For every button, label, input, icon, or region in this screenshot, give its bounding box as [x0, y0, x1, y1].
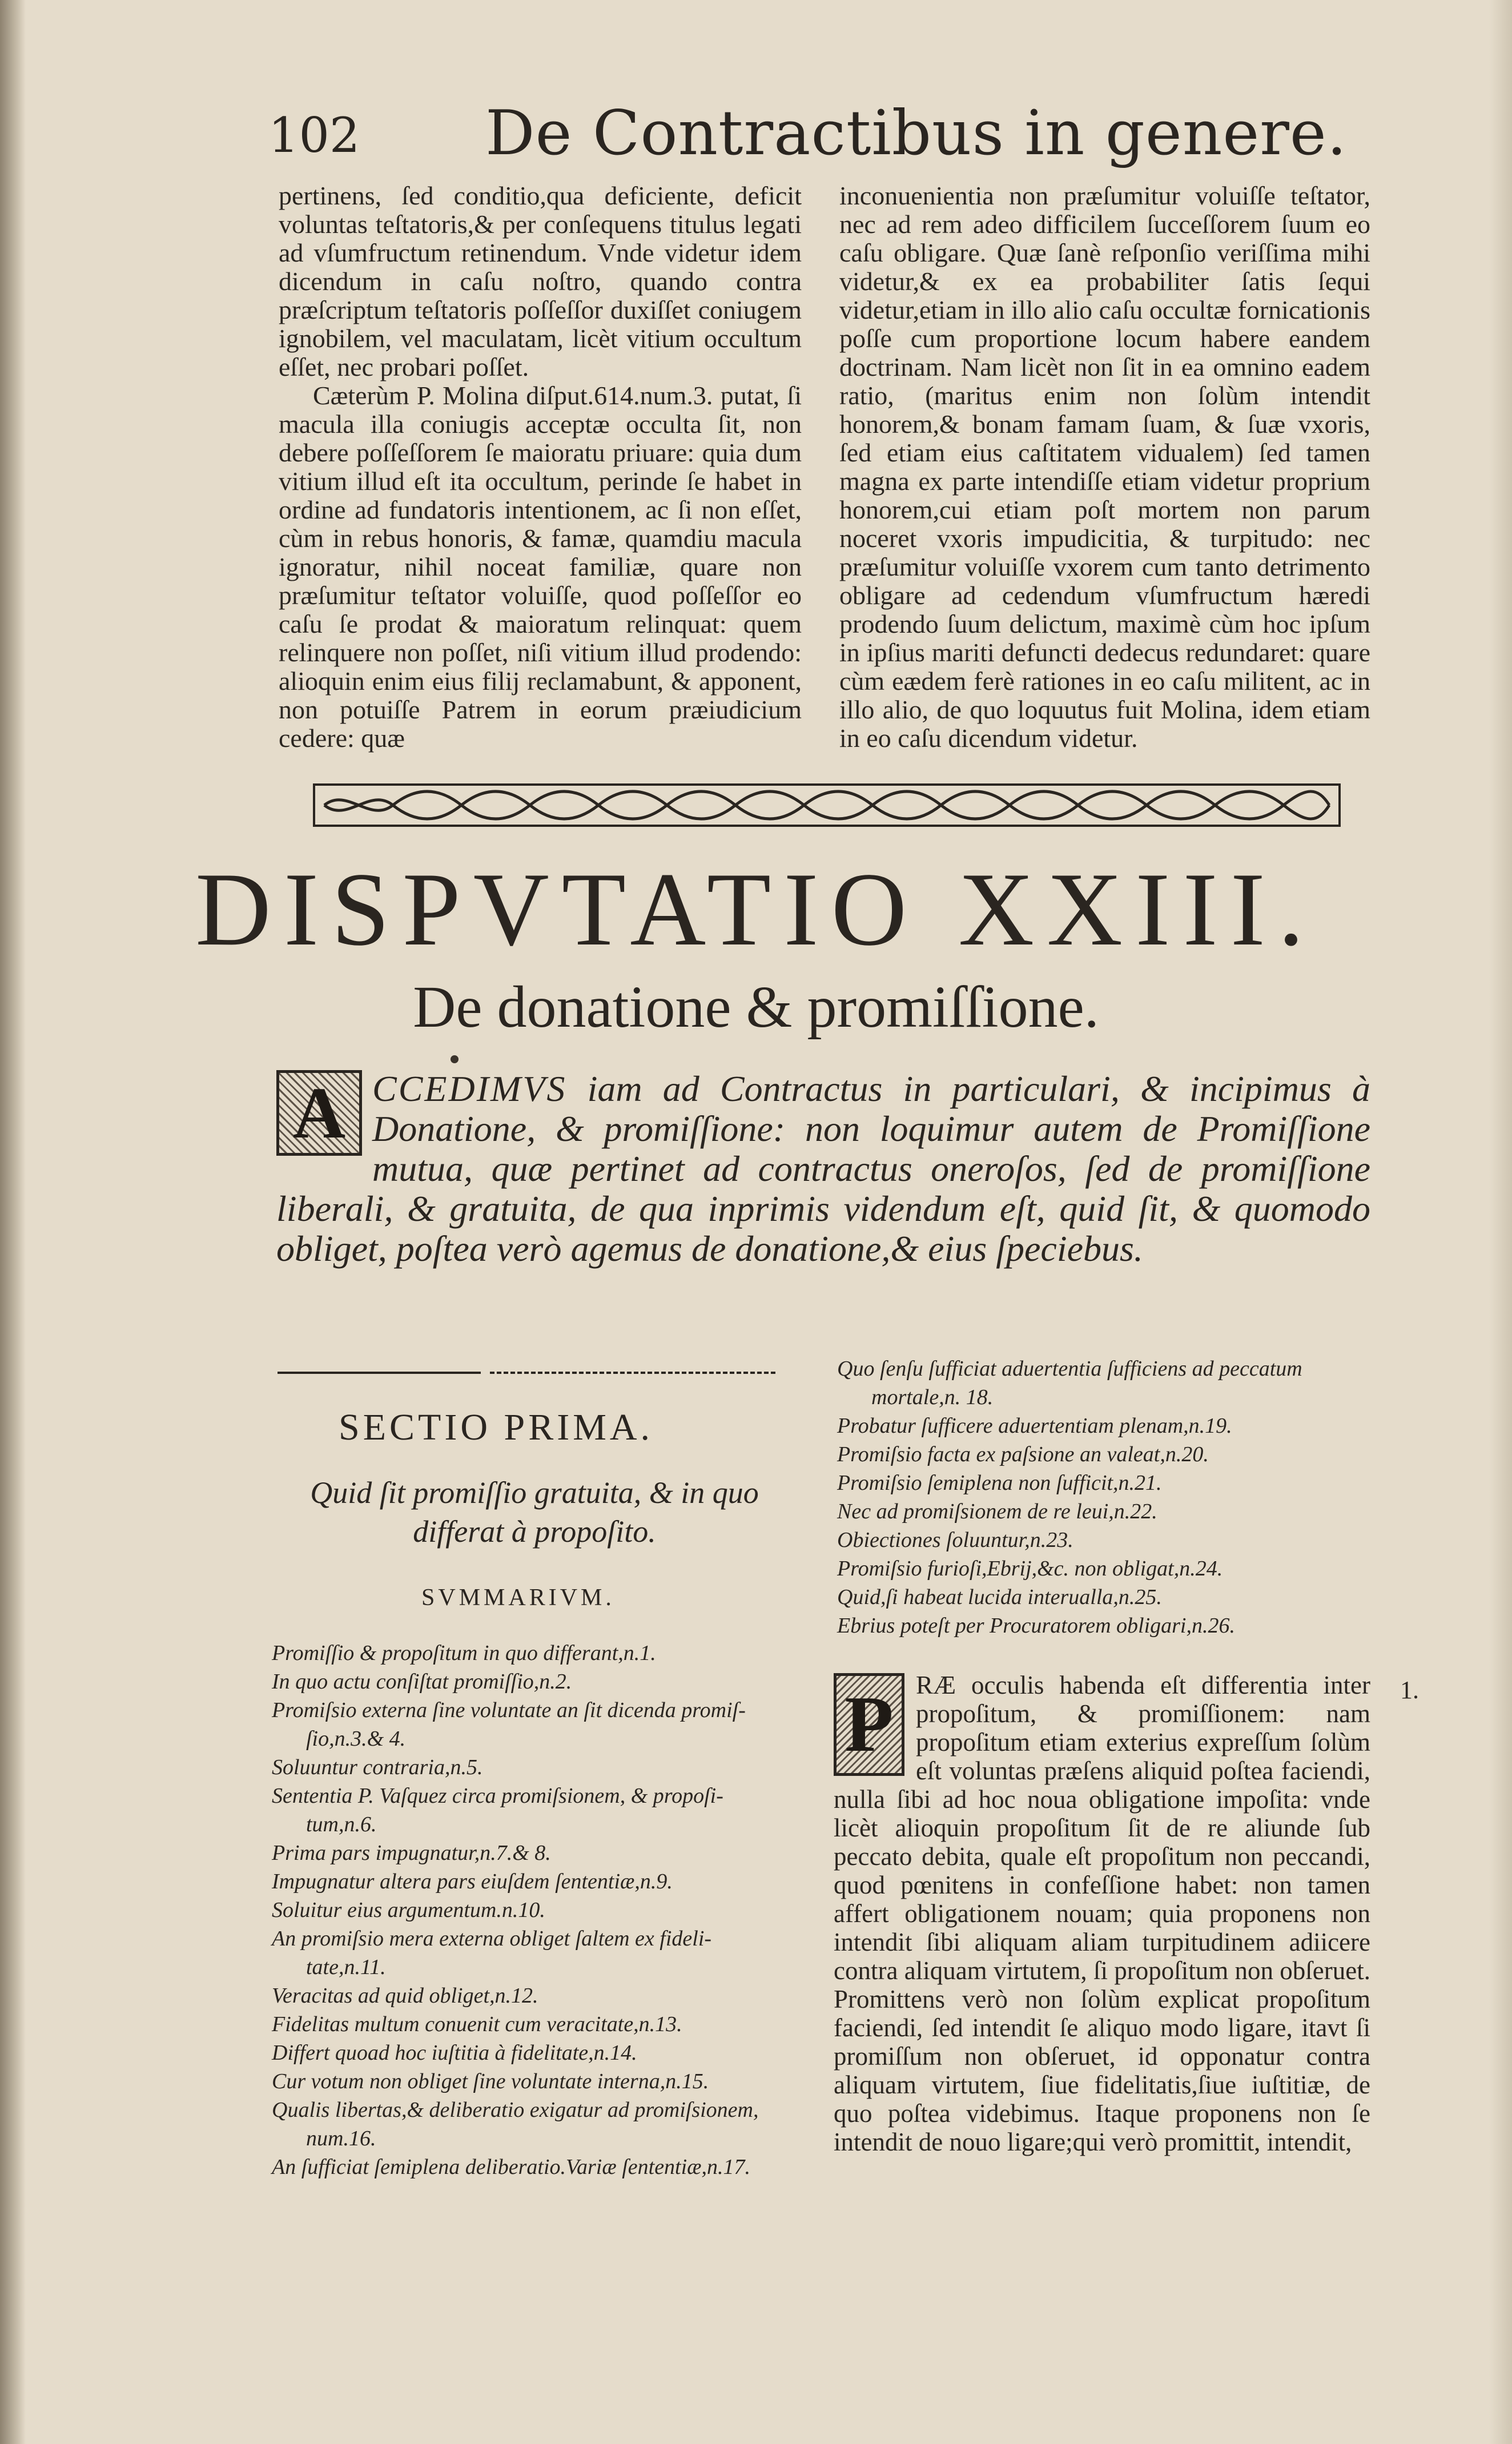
margin-number: 1.	[1400, 1676, 1419, 1704]
intro-lead-word: CCEDIMVS	[372, 1068, 567, 1109]
summary-entry: Quo ſenſu ſufficiat aduertentia ſufficiens ad peccatum	[837, 1357, 1302, 1381]
summary-entry: Sententia P. Vaſquez circa promiſsionem, & propoſi-	[272, 1784, 723, 1808]
decorated-initial: A	[276, 1070, 362, 1156]
ink-dot	[451, 1055, 459, 1063]
summary-entry: Probatur ſufficere aduertentiam plenam,n.19.	[837, 1414, 1232, 1438]
summary-entry: An ſufficiat ſemiplena deliberatio.Variæ ſententiæ,n.17.	[272, 2155, 751, 2179]
summary-entry: Ebrius poteſt per Procuratorem obligari,n.26.	[837, 1614, 1235, 1638]
summary-entry: tate,n.11.	[306, 1955, 386, 1979]
summary-entry: num.16.	[306, 2127, 376, 2150]
page-edge	[1489, 0, 1512, 2444]
summary-entry: Quid,ſi habeat lucida interualla,n.25.	[837, 1585, 1162, 1609]
paragraph: inconuenientia non præſumitur voluiſſe teſtator, nec ad rem adeo difficilem ſucceſſorem ſuum eo caſu obligare. Quæ ſanè reſponſio veriſſima mihi videtur,& ex ea probabiliter ſatis ſequi videtur,etiam in illo alio caſu occultæ fornicationis poſſe cum proportione locum habere eandem doctrinam. Nam licèt non ſit in ea omnino eadem ratio, (maritus enim non ſolùm intendit honorem,& bonam famam ſuam, & ſuæ vxoris, ſed etiam eius caſtitatem vidualem) ſed tamen magna ex parte intendiſſe etiam videtur proprium honorem,cui etiam poſt mortem non parum noceret vxoris impudicitia, & turpitudo: nec præſumitur voluiſſe vxorem cum tanto detrimento obligare ad cedendum vſumfructum hæredi prodendo ſuum delictum, maximè cùm hoc ipſum in ipſius mariti defuncti dedecus redundaret: quare cùm eædem ferè rationes in eo caſu militent, ac in illo alio, de quo loquutus fuit Molina, idem etiam in eo caſu dicendum videtur.	[839, 181, 1370, 753]
page-number: 102	[268, 107, 360, 163]
section-question: Quid ſit promiſſio gratuita, & in quo differat à propoſito.	[310, 1476, 759, 1549]
summary-entry: Cur votum non obliget ſine voluntate interna,n.15.	[272, 2069, 709, 2093]
summary-entry: Soluitur eius argumentum.n.10.	[272, 1898, 545, 1922]
summary-list-right	[837, 1354, 1368, 1640]
page-gutter-shadow	[0, 0, 26, 2444]
summary-entry: Differt quoad hoc iuſtitia à fidelitate,n.14.	[272, 2041, 637, 2065]
ornamental-border-band	[313, 781, 1341, 829]
summary-entry: Qualis libertas,& deliberatio exigatur ad promiſsionem,	[272, 2098, 759, 2122]
summary-entry: Promiſſio & propoſitum in quo differant,n.1.	[272, 1641, 656, 1665]
paragraph: Cæterùm P. Molina diſput.614.num.3. putat, ſi macula illa coniugis acceptæ occulta ſit, non debere poſſeſſorem ſe maioratu priuare: quia dum vitium illud eſt ita occultum, perinde ſe habet in ordine ad fundatoris intentionem, ac ſi non eſſet, cùm in rebus honoris, & famæ, quamdiu macula ignoratur, nihil noceat familiæ, quare non præſumitur teſtator voluiſſe, quod poſſeſſor eo caſu ſe prodat & maioratum relinquat: quem relinquere non poſſet, niſi vitium illud prodendo: alioquin enim eius filij reclamabunt, & apponent, non potuiſſe Patrem in eorum præiudicium cedere: quæ	[279, 381, 802, 753]
body-text: occulis habenda eſt differentia inter propoſitum, & promiſſionem: nam propoſitum etiam exterius expreſſum ſolùm eſt voluntas præſens aliquid poſtea faciendi, nulla ſibi ad hoc noua obligatione impoſita: vnde licèt alioquin propoſitum ſit de re aliunde ſub peccato debita, quale eſt propoſitum non peccandi, quod pœnitens in confeſſione habet: non tamen affert obligationem nouam; quia proponens non intendit ſibi aliquam aliam turpitudinem adiicere contra aliquam virtutem, ſi propoſitum non obſeruet. Promittens verò non ſolùm explicat propoſitum faciendi, ſed intendit ſe aliquo modo ligare, itavt ſi promiſſum non obſeruet, id opponatur contra aliquam virtutem, ſiue fidelitatis,ſiue iuſtitiæ, de quo poſtea videbimus. Itaque proponens non ſe intendit de nouo ligare;qui verò promittit, intendit,	[834, 1671, 1370, 2156]
summary-entry: mortale,n. 18.	[871, 1385, 994, 1409]
summary-entry: Nec ad promiſsionem de re leui,n.22.	[837, 1500, 1157, 1524]
summary-entry: Soluuntur contraria,n.5.	[272, 1755, 483, 1779]
disputation-subtitle: De donatione & promiſſione.	[413, 974, 1099, 1040]
disputation-title: DISPVTATIO XXIII.	[195, 851, 1317, 967]
summary-entry: Promiſsio facta ex paſsione an valeat,n.20.	[837, 1442, 1209, 1466]
top-column-left	[279, 182, 802, 753]
decorated-initial: P	[834, 1673, 904, 1776]
section-heading: SECTIO PRIMA.	[339, 1406, 654, 1448]
summary-entry: Promiſsio externa ſine voluntate an ſit dicenda promiſ-	[272, 1698, 746, 1722]
intro-text: iam ad Contractus in particulari, & incipimus à Donatione, & promiſſione: non loquimur autem de Promiſſione mutua, quæ pertinet ad contractus oneroſos, ſed de promiſſione liberali, & gratuita, de qua inprimis videndum eſt, quid ſit, & quomodo obliget, poſtea verò agemus de donatione,& eius ſpeciebus.	[276, 1068, 1370, 1269]
summary-entry: Impugnatur altera pars eiuſdem ſententiæ,n.9.	[272, 1870, 673, 1894]
summary-entry: ſio,n.3.& 4.	[306, 1727, 406, 1751]
paragraph: pertinens, ſed conditio,qua deficiente, deficit voluntas teſtatoris,& per conſequens titulus legati ad vſumfructum retinendum. Vnde videtur idem dicendum in caſu noſtro, quando contra præſcriptum teſtatoris poſſeſſor duxiſſet coniugem ignobilem, vel maculatam, licèt vitium occultum eſſet, nec probari poſſet.	[279, 181, 802, 381]
summary-entry: tum,n.6.	[306, 1812, 377, 1836]
top-column-right	[839, 182, 1370, 753]
summary-entry: In quo actu conſiſtat promiſſio,n.2.	[272, 1670, 572, 1694]
running-title: De Contractibus in genere.	[485, 98, 1348, 169]
summarium-label: SVMMARIVM.	[421, 1585, 615, 1611]
section-rule-dashed	[490, 1372, 775, 1374]
summary-entry: An promiſsio mera externa obliget ſaltem ex fideli-	[272, 1927, 712, 1951]
summary-list-left	[272, 1639, 803, 2181]
summary-entry: Promiſsio ſemiplena non ſufficit,n.21.	[837, 1471, 1162, 1495]
summary-entry: Prima pars impugnatur,n.7.& 8.	[272, 1841, 551, 1865]
summary-entry: Veracitas ad quid obliget,n.12.	[272, 1984, 538, 2008]
summary-entry: Obiectiones ſoluuntur,n.23.	[837, 1528, 1073, 1552]
summary-entry: Fidelitas multum conuenit cum veracitate,n.13.	[272, 2012, 682, 2036]
body-paragraph	[834, 1671, 1370, 2156]
disputation-introduction	[276, 1069, 1370, 1269]
section-rule	[278, 1372, 481, 1374]
body-lead-word: RÆ	[916, 1671, 956, 1699]
summary-entry: Promiſsio furioſi,Ebrij,&c. non obligat,n.24.	[837, 1557, 1223, 1581]
